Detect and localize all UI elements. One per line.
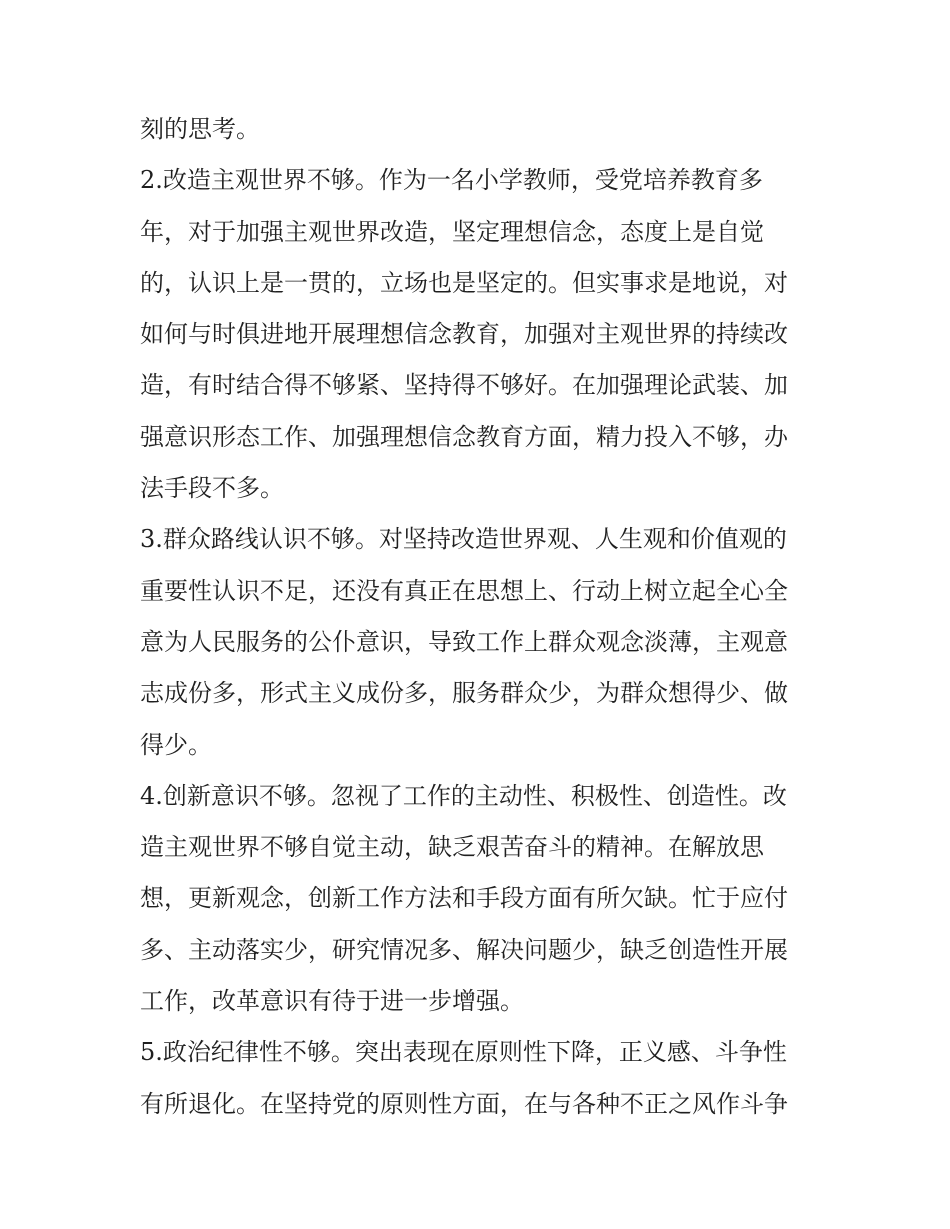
text-line: 有所退化。在坚持党的原则性方面，在与各种不正之风作斗争	[140, 1089, 788, 1118]
text-line: 法手段不多。	[140, 474, 284, 503]
text-line: 5.政治纪律性不够。突出表现在原则性下降，正义感、斗争性	[140, 1038, 787, 1067]
text-line: 4.创新意识不够。忽视了工作的主动性、积极性、创造性。改	[140, 781, 787, 810]
text-line: 造主观世界不够自觉主动，缺乏艰苦奋斗的精神。在解放思	[140, 833, 764, 862]
document-body	[140, 104, 812, 1130]
text-line: 造，有时结合得不够紧、坚持得不够好。在加强理论武装、加	[140, 371, 788, 400]
text-line: 重要性认识不足，还没有真正在思想上、行动上树立起全心全	[140, 576, 788, 605]
text-line: 强意识形态工作、加强理想信念教育方面，精力投入不够，办	[140, 422, 788, 451]
text-line: 年，对于加强主观世界改造，坚定理想信念，态度上是自觉	[140, 217, 764, 246]
text-line: 工作，改革意识有待于进一步增强。	[140, 987, 524, 1016]
text-line: 意为人民服务的公仆意识，导致工作上群众观念淡薄，主观意	[140, 627, 788, 656]
text-line: 想，更新观念，创新工作方法和手段方面有所欠缺。忙于应付	[140, 884, 788, 913]
text-line: 刻的思考。	[140, 115, 260, 143]
text-line: 得少。	[140, 730, 212, 759]
text-line: 多、主动落实少，研究情况多、解决问题少，缺乏创造性开展	[140, 935, 788, 964]
text-line: 志成份多，形式主义成份多，服务群众少，为群众想得少、做	[140, 679, 788, 708]
text-line: 2.改造主观世界不够。作为一名小学教师，受党培养教育多	[140, 166, 763, 195]
text-line: 3.群众路线认识不够。对坚持改造世界观、人生观和价值观的	[140, 525, 787, 554]
text-line: 的，认识上是一贯的，立场也是坚定的。但实事求是地说，对	[140, 268, 788, 297]
text-line: 如何与时俱进地开展理想信念教育，加强对主观世界的持续改	[140, 320, 788, 349]
